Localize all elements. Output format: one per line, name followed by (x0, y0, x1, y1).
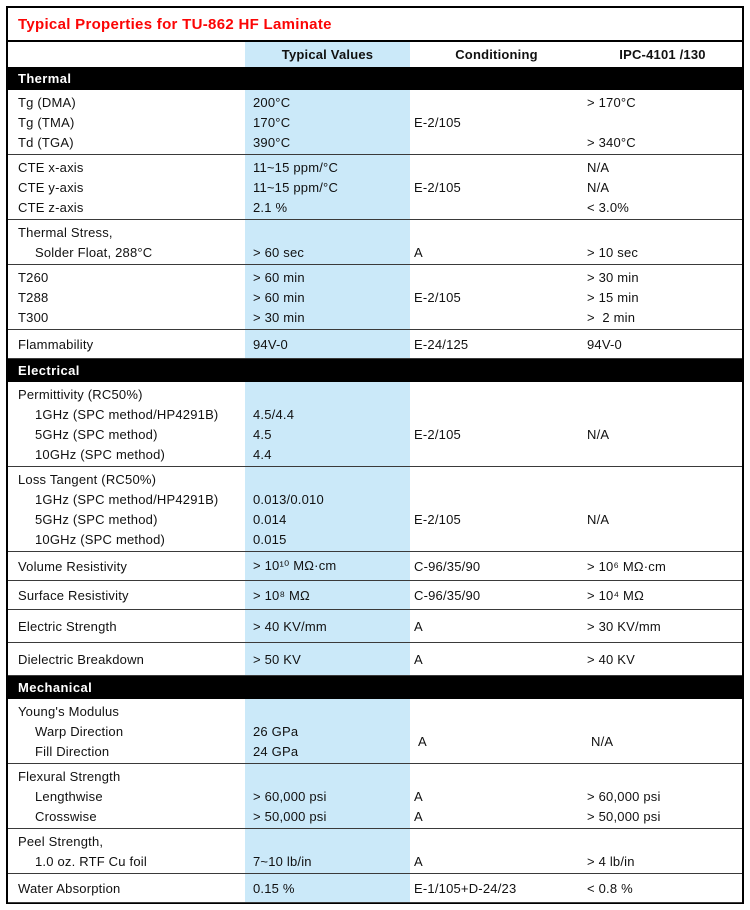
cell-ipc-spec: > 170°C (587, 94, 636, 110)
table-row (8, 509, 742, 529)
cell-property: CTE z-axis (18, 199, 84, 215)
column-header-row (8, 42, 742, 67)
table-row (8, 649, 742, 669)
cell-property: Solder Float, 288°C (35, 244, 153, 260)
cell-ipc-spec: < 3.0% (587, 199, 630, 215)
cell-ipc-spec: > 60,000 psi (587, 788, 661, 804)
row-group (8, 467, 742, 552)
cell-property: Flexural Strength (18, 768, 121, 784)
table-row (8, 92, 742, 112)
table-row (8, 556, 742, 576)
table-row (8, 424, 742, 444)
cell-ipc-spec: > 2 min (587, 309, 636, 325)
cell-conditioning: A (414, 618, 423, 634)
cell-property: Fill Direction (35, 743, 110, 759)
cell-typical-value: 4.5/4.4 (253, 406, 295, 422)
cell-typical-value: 170°C (253, 114, 291, 130)
table-row (8, 721, 742, 741)
cell-property: Peel Strength, (18, 833, 104, 849)
cell-property: 5GHz (SPC method) (35, 426, 158, 442)
table-row (8, 878, 742, 898)
table-row (8, 112, 742, 132)
cell-typical-value: 4.5 (253, 426, 272, 442)
cell-ipc-spec: N/A (587, 159, 610, 175)
row-group (8, 764, 742, 829)
cell-property: T260 (18, 269, 49, 285)
cell-ipc-spec: > 10⁶ MΩ·cm (587, 558, 667, 574)
cell-ipc-spec: N/A (587, 511, 610, 527)
cell-conditioning: E-2/105 (414, 511, 461, 527)
table-row (8, 384, 742, 404)
cell-property: T288 (18, 289, 49, 305)
cell-property: 5GHz (SPC method) (35, 511, 158, 527)
cell-ipc-spec: < 0.8 % (587, 880, 633, 896)
cell-property: 1GHz (SPC method/HP4291B) (35, 491, 219, 507)
cell-typical-value: > 40 KV/mm (253, 618, 327, 634)
cell-ipc-spec: N/A (587, 179, 610, 195)
cell-typical-value: 26 GPa (253, 723, 299, 739)
cell-property: Thermal Stress, (18, 224, 113, 240)
table-body (8, 67, 742, 903)
table-row (8, 786, 742, 806)
cell-property: Permittivity (RC50%) (18, 386, 143, 402)
table-row (8, 444, 742, 464)
page-title-text: Typical Properties for TU-862 HF Laminate (18, 15, 332, 33)
section-header-electrical: Electrical (8, 359, 742, 382)
column-header-typical-values: Typical Values (281, 47, 374, 62)
cell-property: Lengthwise (35, 788, 103, 804)
row-group (8, 643, 742, 676)
cell-typical-value: > 60,000 psi (253, 788, 327, 804)
row-group (8, 382, 742, 467)
table-row (8, 585, 742, 605)
table-row (8, 831, 742, 851)
cell-typical-value: 7~10 lb/in (253, 853, 312, 869)
row-group (8, 265, 742, 330)
table-row (8, 222, 742, 242)
cell-typical-value: > 10¹⁰ MΩ·cm (253, 558, 337, 573)
cell-typical-value: 2.1 % (253, 199, 288, 215)
cell-ipc-spec: N/A (587, 426, 610, 442)
cell-property: 10GHz (SPC method) (35, 446, 166, 462)
table-row (8, 287, 742, 307)
cell-conditioning: C-96/35/90 (414, 587, 481, 603)
cell-ipc-spec-merged: N/A (591, 733, 614, 749)
cell-typical-value: > 60 min (253, 289, 305, 305)
cell-property: Crosswise (35, 808, 97, 824)
cell-typical-value: 0.15 % (253, 880, 295, 896)
cell-property: Surface Resistivity (18, 587, 129, 603)
cell-typical-value: 24 GPa (253, 743, 299, 759)
cell-property: 1.0 oz. RTF Cu foil (35, 853, 147, 869)
table-row (8, 157, 742, 177)
cell-property: Flammability (18, 336, 94, 352)
row-group (8, 610, 742, 643)
cell-ipc-spec: > 30 min (587, 269, 639, 285)
table-row (8, 529, 742, 549)
cell-typical-value: > 50 KV (253, 651, 302, 667)
column-header-conditioning: Conditioning (455, 47, 538, 62)
cell-typical-value: 4.4 (253, 446, 272, 462)
row-group (8, 90, 742, 155)
table-row (8, 851, 742, 871)
cell-property: T300 (18, 309, 49, 325)
cell-conditioning: E-2/105 (414, 179, 461, 195)
section-header-mechanical: Mechanical (8, 676, 742, 699)
cell-property: 10GHz (SPC method) (35, 531, 166, 547)
cell-typical-value: 0.013/0.010 (253, 491, 324, 507)
cell-conditioning: E-2/105 (414, 114, 461, 130)
cell-property: Tg (TMA) (18, 114, 75, 130)
cell-conditioning-merged: A (418, 733, 427, 749)
cell-ipc-spec: > 340°C (587, 134, 636, 150)
cell-conditioning: A (414, 244, 423, 260)
cell-property: Loss Tangent (RC50%) (18, 471, 157, 487)
row-group (8, 155, 742, 220)
section-header-thermal: Thermal (8, 67, 742, 90)
cell-property: Volume Resistivity (18, 558, 128, 574)
table-row (8, 701, 742, 721)
cell-property: 1GHz (SPC method/HP4291B) (35, 406, 219, 422)
cell-conditioning: A (414, 808, 423, 824)
cell-typical-value: > 10⁸ MΩ (253, 587, 310, 603)
cell-ipc-spec: > 10⁴ MΩ (587, 587, 645, 603)
cell-conditioning: A (414, 788, 423, 804)
page-title (8, 8, 742, 42)
table-row (8, 132, 742, 152)
table-row (8, 806, 742, 826)
table-row (8, 267, 742, 287)
table-row (8, 741, 742, 761)
cell-typical-value: 390°C (253, 134, 291, 150)
table-row (8, 404, 742, 424)
cell-property: Warp Direction (35, 723, 124, 739)
cell-typical-value: > 30 min (253, 309, 305, 325)
cell-conditioning: C-96/35/90 (414, 558, 481, 574)
cell-typical-value: 0.015 (253, 531, 287, 547)
table-row (8, 766, 742, 786)
cell-property: CTE x-axis (18, 159, 84, 175)
cell-conditioning: E-1/105+D-24/23 (414, 880, 517, 896)
cell-property: Water Absorption (18, 880, 121, 896)
cell-ipc-spec: > 4 lb/in (587, 853, 635, 869)
column-header-ipc: IPC-4101 /130 (619, 47, 706, 62)
cell-conditioning: E-24/125 (414, 336, 469, 352)
cell-property: Young's Modulus (18, 703, 120, 719)
cell-ipc-spec: > 30 KV/mm (587, 618, 661, 634)
table-row (8, 469, 742, 489)
cell-conditioning: E-2/105 (414, 426, 461, 442)
row-group (8, 581, 742, 610)
cell-typical-value: 11~15 ppm/°C (253, 179, 339, 195)
cell-property: Electric Strength (18, 618, 117, 634)
cell-ipc-spec: > 40 KV (587, 651, 636, 667)
table-row (8, 616, 742, 636)
cell-typical-value: 0.014 (253, 511, 287, 527)
cell-typical-value: 11~15 ppm/°C (253, 159, 339, 175)
cell-conditioning: E-2/105 (414, 289, 461, 305)
table-row (8, 334, 742, 354)
table-row (8, 197, 742, 217)
table-row (8, 307, 742, 327)
cell-property: Tg (DMA) (18, 94, 76, 110)
cell-conditioning: A (414, 651, 423, 667)
cell-typical-value: > 50,000 psi (253, 808, 327, 824)
row-group (8, 220, 742, 265)
cell-property: CTE y-axis (18, 179, 84, 195)
cell-ipc-spec: > 10 sec (587, 244, 639, 260)
cell-conditioning: A (414, 853, 423, 869)
cell-ipc-spec: > 50,000 psi (587, 808, 661, 824)
cell-typical-value: 200°C (253, 94, 291, 110)
datasheet-table (6, 6, 744, 904)
cell-typical-value: > 60 sec (253, 244, 305, 260)
cell-property: Dielectric Breakdown (18, 651, 145, 667)
row-group (8, 874, 742, 903)
cell-ipc-spec: 94V-0 (587, 336, 622, 352)
cell-typical-value: > 60 min (253, 269, 305, 285)
table-row (8, 242, 742, 262)
row-group (8, 829, 742, 874)
row-group (8, 552, 742, 581)
cell-typical-value: 94V-0 (253, 336, 288, 352)
cell-property: Td (TGA) (18, 134, 74, 150)
row-group (8, 330, 742, 359)
table-row (8, 177, 742, 197)
cell-ipc-spec: > 15 min (587, 289, 639, 305)
table-row (8, 489, 742, 509)
row-group (8, 699, 742, 764)
